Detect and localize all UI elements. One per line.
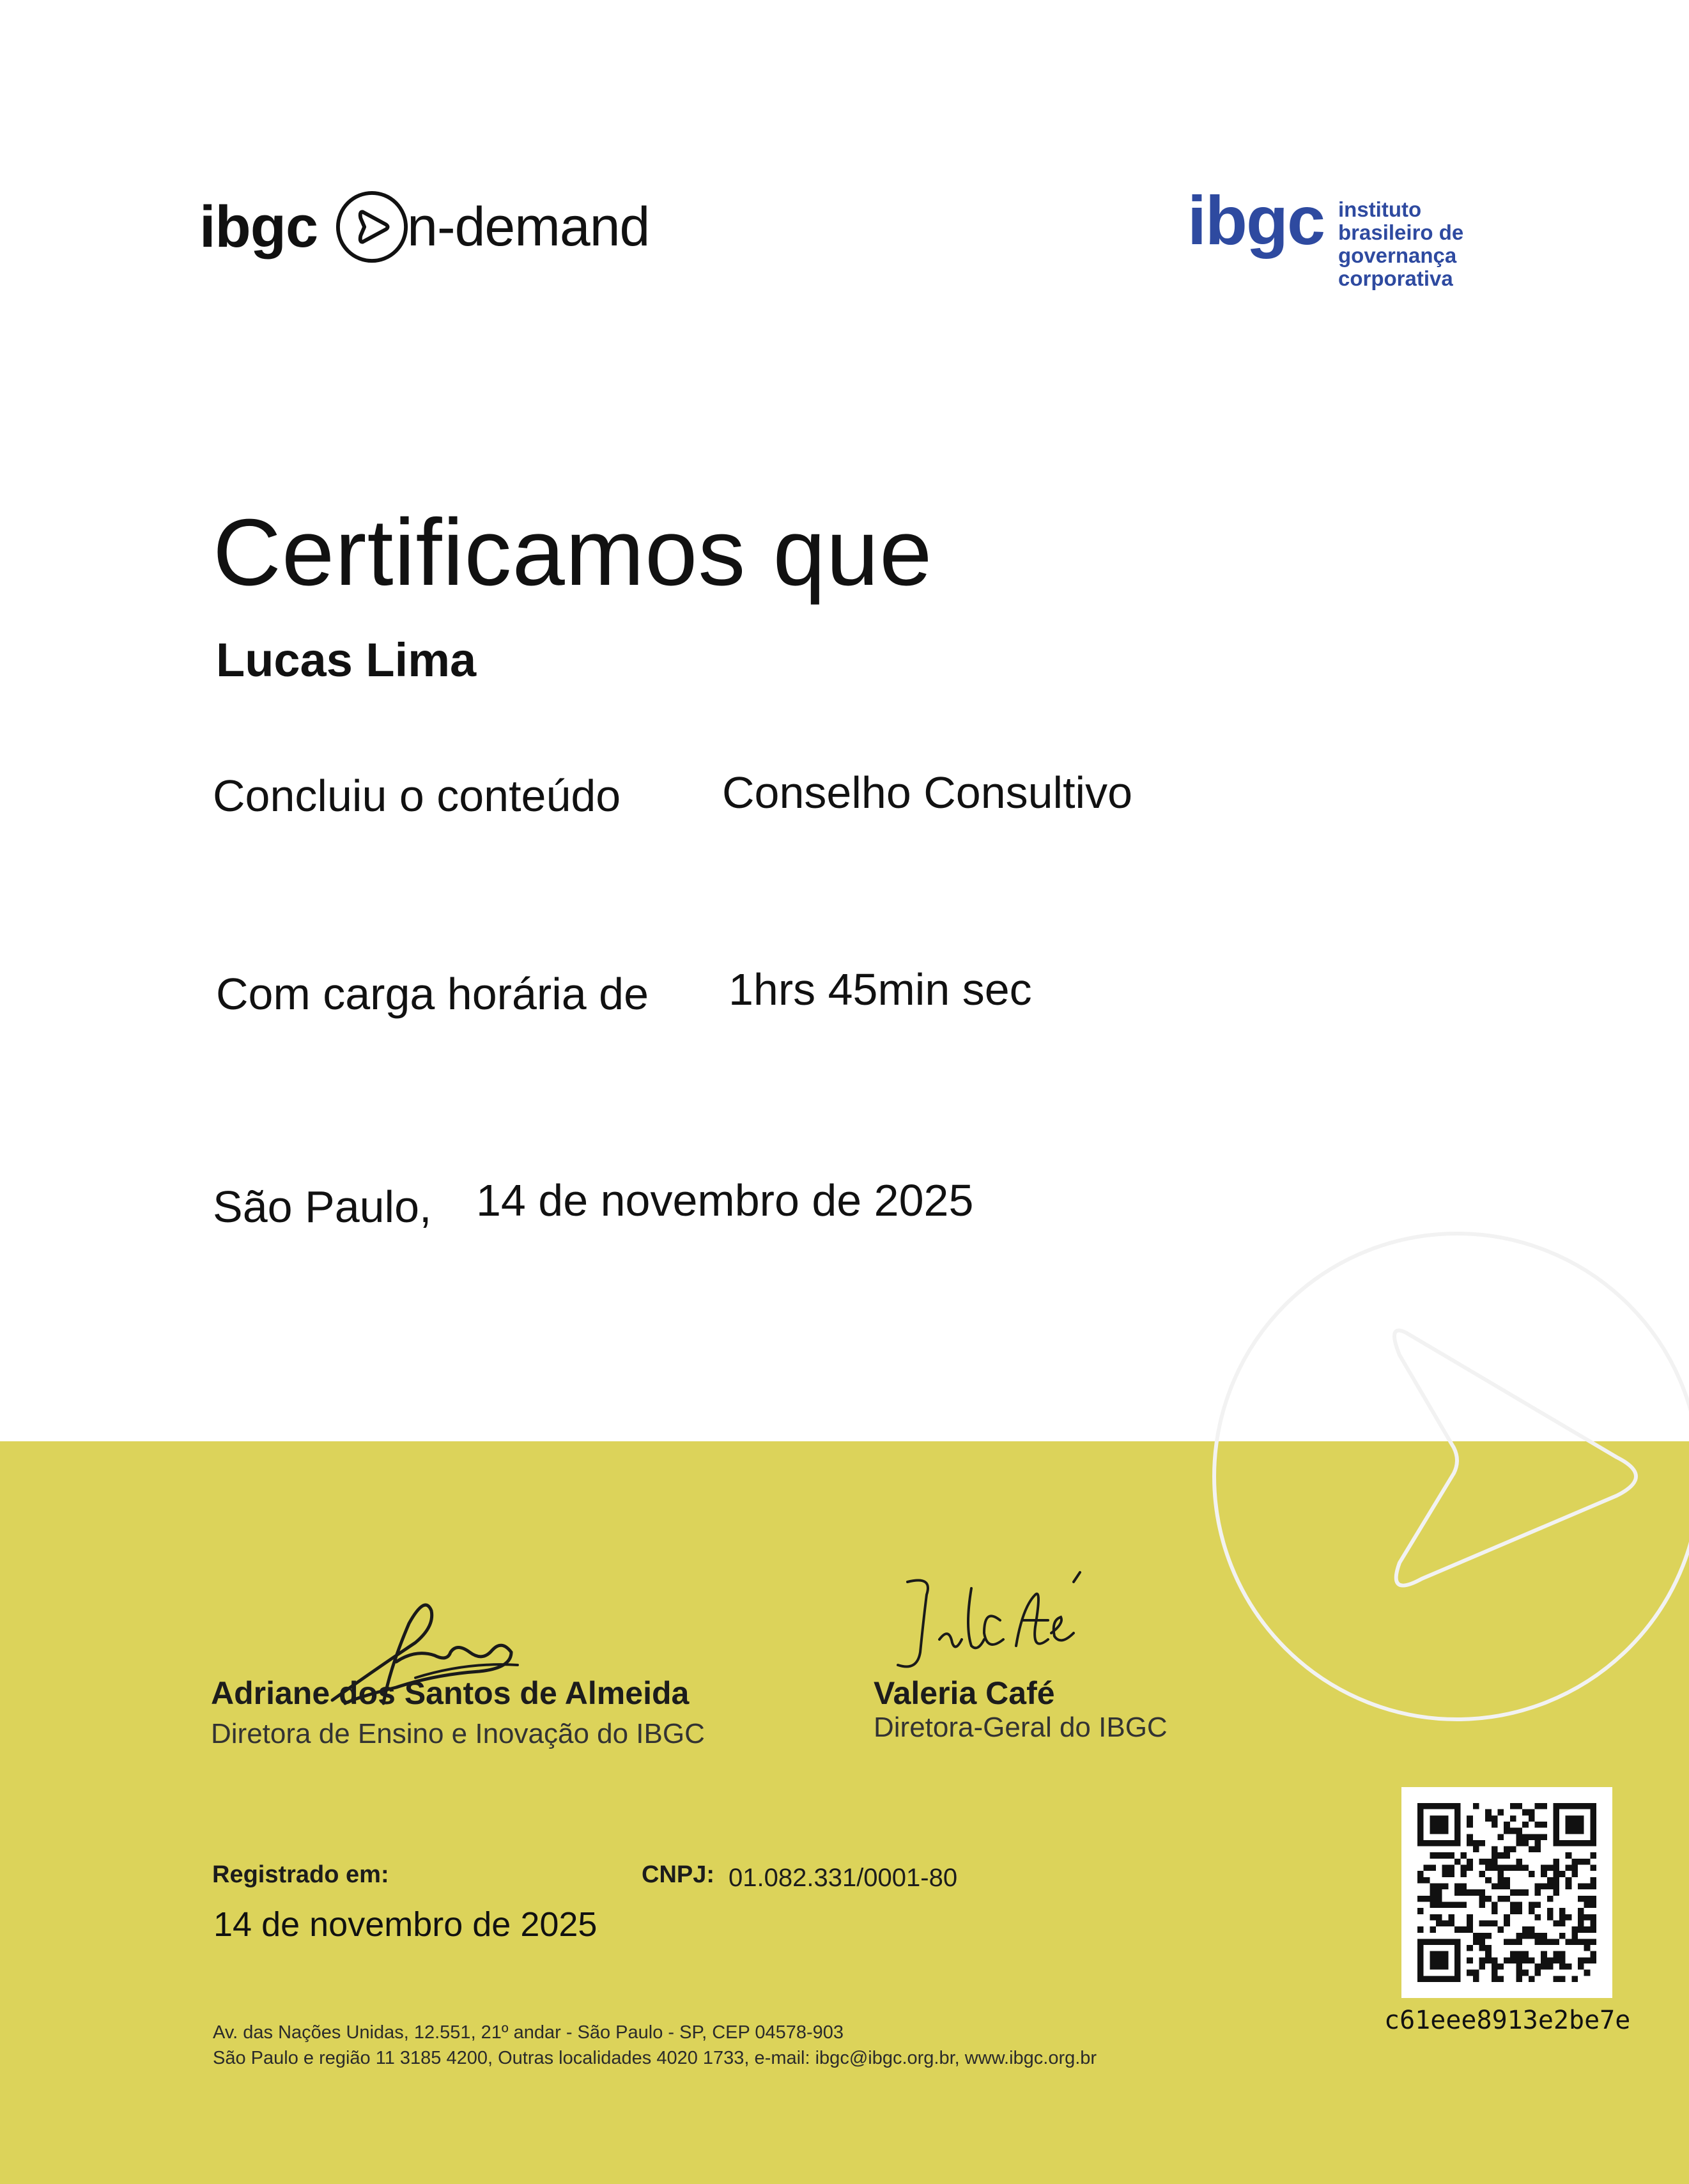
registration-label: Registrado em:	[212, 1861, 389, 1888]
completed-label: Concluiu o conteúdo	[213, 771, 621, 821]
ibgc-logo-line: corporativa	[1338, 267, 1453, 290]
ibgc-logo-line: instituto	[1338, 197, 1422, 221]
ibgc-logo-line: brasileiro de	[1338, 221, 1464, 244]
signature-2-image	[888, 1569, 1093, 1678]
registration-date: 14 de novembro de 2025	[213, 1905, 598, 1944]
footer-contacts: São Paulo e região 11 3185 4200, Outras localidades 4020 1733, e-mail: ibgc@ibgc.org.br, www.ibgc.org.br	[213, 2048, 1097, 2068]
issue-date: 14 de novembro de 2025	[476, 1175, 974, 1225]
recipient-name: Lucas Lima	[216, 633, 477, 686]
workload-value: 1hrs 45min sec	[729, 964, 1032, 1014]
verification-code: c61eee8913e2be7e	[1384, 2006, 1631, 2035]
decorative-play-icon	[1208, 1227, 1689, 1726]
ibgc-ondemand-logo	[199, 185, 649, 268]
ibgc-logo-word: ibgc	[1187, 182, 1325, 259]
ibgc-logo-line: governança	[1338, 244, 1457, 267]
signature-1-name: Adriane dos Santos de Almeida	[211, 1675, 690, 1711]
cnpj-value: 01.082.331/0001-80	[729, 1864, 958, 1892]
cnpj-label: CNPJ:	[642, 1861, 715, 1888]
ibgc-logo-tagline	[1338, 198, 1463, 290]
ondemand-logo-ibgc: ibgc	[199, 194, 318, 259]
signature-2-role: Diretora-Geral do IBGC	[874, 1712, 1168, 1743]
city-label: São Paulo,	[213, 1182, 432, 1232]
signature-1-role: Diretora de Ensino e Inovação do IBGC	[211, 1718, 705, 1749]
play-circle-icon	[334, 189, 410, 265]
certificate-title: Certificamos que	[213, 500, 933, 605]
signature-2-name: Valeria Café	[874, 1675, 1055, 1711]
qr-code	[1401, 1787, 1612, 1998]
qr-code-icon	[1417, 1803, 1596, 1982]
footer-address: Av. das Nações Unidas, 12.551, 21º andar - São Paulo - SP, CEP 04578-903	[213, 2022, 844, 2043]
course-name: Conselho Consultivo	[722, 768, 1133, 817]
ibgc-institute-logo	[1187, 182, 1464, 290]
workload-label: Com carga horária de	[216, 969, 649, 1019]
ondemand-logo-text: n-demand	[407, 196, 650, 258]
